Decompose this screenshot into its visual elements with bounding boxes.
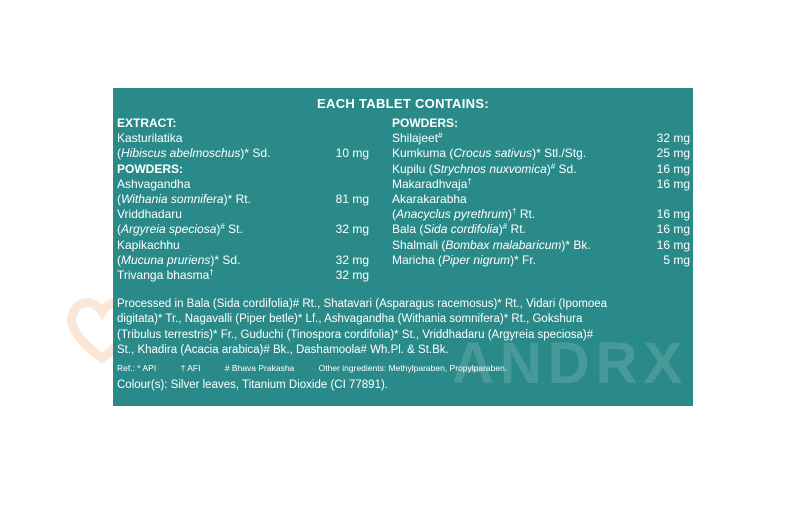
- part-suffix: Rt.: [507, 222, 526, 237]
- powders-heading: POWDERS:: [117, 161, 183, 176]
- source-mark: †: [512, 207, 517, 217]
- ingredient-name: Bala: [392, 222, 420, 237]
- ingredient-name: Maricha: [392, 252, 439, 267]
- ingredient-row: (Argyreia speciosa)# St. 32 mg: [117, 222, 369, 237]
- dose: 32 mg: [335, 222, 369, 237]
- dose: 81 mg: [335, 191, 369, 206]
- botanical-name: Hibiscus abelmoschus: [121, 146, 241, 161]
- part-suffix: Rt.: [516, 207, 536, 222]
- ingredient-name: Kumkuma: [392, 146, 450, 161]
- dose: 5 mg: [663, 252, 690, 267]
- botanical-name: Strychnos nuxvomica: [432, 161, 547, 176]
- source-mark: #: [438, 131, 443, 141]
- botanical-name: Sida cordifolia: [423, 222, 499, 237]
- processed-line: Processed in Bala (Sida cordifolia)# Rt., Shatavari (Asparagus racemosus)* Rt., Vidari (Ipomoea: [117, 298, 608, 310]
- source-mark: †: [467, 176, 472, 186]
- ingredient-name: Vriddhadaru: [117, 207, 182, 222]
- source-mark: #: [550, 161, 556, 171]
- dose: 32 mg: [335, 252, 369, 267]
- ingredient-row: (Hibiscus abelmoschus)* Sd. 10 mg: [117, 146, 369, 161]
- watermark-text: ANDRX: [452, 331, 689, 396]
- dose: 16 mg: [656, 161, 690, 176]
- ingredient-name: Trivanga bhasma: [117, 267, 210, 282]
- ingredient-row: Maricha (Piper nigrum)* Fr. 5 mg: [392, 252, 690, 267]
- dose: 10 mg: [335, 146, 369, 161]
- botanical-name: Argyreia speciosa: [121, 222, 217, 237]
- ingredient-name: Makaradhvaja: [392, 176, 468, 191]
- legend-afi: † AFI: [180, 363, 201, 373]
- processed-line: St., Khadira (Acacia arabica)# Bk., Dashamoola# Wh.Pl. & St.Bk.: [117, 344, 449, 357]
- ingredient-row: Kupilu (Strychnos nuxvomica)# Sd. 16 mg: [392, 161, 690, 176]
- ingredient-row: [392, 131, 690, 146]
- ingredient-row: (Withania somnifera)* Rt. 81 mg: [117, 191, 369, 206]
- right-column: [392, 116, 690, 268]
- panel-title: EACH TABLET CONTAINS:: [317, 96, 489, 111]
- botanical-name: Piper nigrum: [442, 252, 511, 267]
- botanical-name: Mucuna pruriens: [121, 252, 211, 267]
- ingredient-row: (Mucuna pruriens)* Sd. 32 mg: [117, 252, 369, 267]
- ingredient-row: Bala (Sida cordifolia)# Rt. 16 mg: [392, 222, 690, 237]
- ingredient-row: [117, 268, 369, 283]
- ingredient-row: [392, 177, 690, 192]
- ingredient-row: Kumkuma (Crocus sativus)* Stl./Stg. 25 mg: [392, 146, 690, 161]
- part-suffix: St.: [224, 222, 243, 237]
- ingredient-row: Shalmali (Bombax malabaricum)* Bk. 16 mg: [392, 237, 690, 252]
- powders-heading: POWDERS:: [392, 116, 458, 130]
- dose: 16 mg: [656, 222, 690, 237]
- legend-api: Ref.: * API: [117, 363, 157, 373]
- left-column: [117, 116, 369, 283]
- source-mark: #: [220, 222, 225, 232]
- botanical-name: Crocus sativus: [453, 146, 533, 161]
- processed-line: (Tribulus terrestris)* Fr., Guduchi (Tinospora cordifolia)* St., Vriddhadaru (Argyreia speciosa)#: [117, 328, 594, 341]
- dose: 32 mg: [656, 131, 690, 146]
- part-suffix: * Sd.: [214, 252, 241, 267]
- part-suffix: * Stl./Stg.: [536, 146, 587, 161]
- ingredient-name: Ashvagandha: [117, 176, 191, 191]
- dose: 16 mg: [656, 207, 690, 222]
- processed-line: digitata)* Tr., Nagavalli (Piper betle)* Lf., Ashvagandha (Withania somnifera)* Rt., Gokshura: [117, 313, 583, 326]
- dose: 16 mg: [656, 176, 690, 191]
- part-suffix: * Rt.: [227, 191, 251, 206]
- extract-heading: EXTRACT:: [117, 116, 177, 130]
- botanical-name: Withania somnifera: [121, 191, 224, 206]
- botanical-name: Anacyclus pyrethrum: [396, 207, 509, 222]
- ingredient-name: Kasturilatika: [117, 131, 183, 146]
- source-mark: †: [209, 267, 214, 277]
- source-mark: #: [502, 222, 508, 232]
- part-suffix: * Fr.: [514, 252, 537, 267]
- ingredient-name: Kupilu: [392, 161, 429, 176]
- colour-text: Colour(s): Silver leaves, Titanium Dioxide (CI 77891).: [117, 379, 388, 391]
- legend-bhava: # Bhava Prakasha: [224, 363, 295, 373]
- dose: 25 mg: [656, 146, 690, 161]
- dose: 32 mg: [335, 267, 369, 282]
- ingredient-name: Akarakarabha: [392, 191, 467, 206]
- botanical-name: Bombax malabaricum: [445, 237, 562, 252]
- legend-other-ingredients: Other ingredients: Methylparaben, Propylparaben.: [318, 363, 508, 373]
- dose: 16 mg: [656, 237, 690, 252]
- part-suffix: * Sd.: [244, 146, 271, 161]
- part-suffix: * Bk.: [565, 237, 591, 252]
- ingredient-name: Shalmali: [392, 237, 442, 252]
- ingredient-name: Kapikachhu: [117, 237, 180, 252]
- part-suffix: Sd.: [555, 161, 577, 176]
- ingredient-row: (Anacyclus pyrethrum)† Rt. 16 mg: [392, 207, 690, 222]
- ingredient-name: Shilajeet: [392, 131, 439, 146]
